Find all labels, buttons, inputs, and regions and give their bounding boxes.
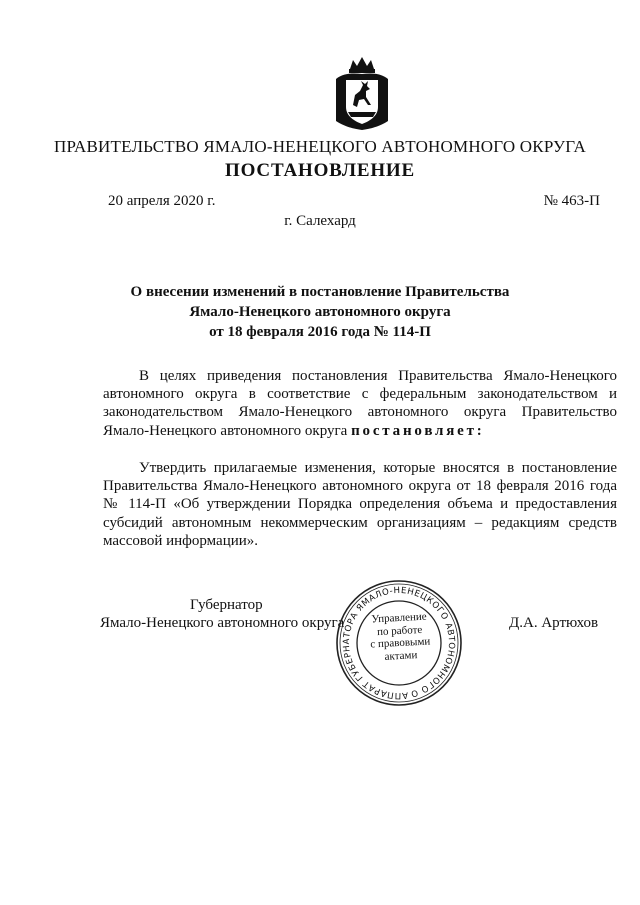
subject-line-2: Ямало-Ненецкого автономного округа	[189, 304, 451, 320]
seal-inner-line-2: по работе	[376, 623, 423, 638]
body-paragraph-2-text: Утвердить прилагаемые изменения, которые вносятся в постановление Правительства Ямало-Ненецкого автономного округа от 18 февраля 2016 года № 114-П «Об утверждении Порядка определения объема и предоставления субсидий автономным некоммерческим организациям – редакциям средств массовой информации».	[103, 460, 617, 549]
document-type-title: ПОСТАНОВЛЕНИЕ	[225, 160, 415, 181]
document-subject	[60, 282, 580, 342]
signer-title-line-2: Ямало-Ненецкого автономного округа	[100, 615, 345, 631]
body-paragraph-2	[103, 459, 617, 550]
subject-line-1: О внесении изменений в постановление Правительства	[130, 284, 510, 300]
signer-name: Д.А. Артюхов	[509, 615, 599, 631]
subject-line-3: от 18 февраля 2016 года № 114-П	[209, 324, 431, 340]
resolution-keyword: постановляет:	[351, 422, 485, 439]
seal-inner-line-1: Управление	[371, 610, 427, 626]
body-paragraph-1-text: В целях приведения постановления Правительства Ямало-Ненецкого автономного округа в соответствие с федеральным законодательством и законодательством Ямало-Ненецкого автономного округа Правительство Ямало-Ненецкого автономного округа	[103, 368, 617, 439]
body-paragraph-1	[103, 367, 617, 440]
document-number: № 463-П	[543, 193, 600, 209]
svg-text:АППАРАТ ГУБЕРНАТОРА ЯМАЛО-НЕНЕ: АППАРАТ ГУБЕРНАТОРА ЯМАЛО-НЕНЕЦКОГО АВТОНОМНОГО ОКРУГА	[341, 585, 457, 701]
document-city: г. Салехард	[284, 213, 356, 229]
seal-inner-text	[359, 610, 442, 664]
coat-of-arms-icon	[333, 55, 391, 131]
seal-inner-line-4: актами	[384, 648, 418, 663]
document-date: 20 апреля 2020 г.	[108, 193, 216, 209]
seal-inner-line-3: с правовыми	[370, 635, 431, 651]
organization-title: ПРАВИТЕЛЬСТВО ЯМАЛО-НЕНЕЦКОГО АВТОНОМНОГО ОКРУГА	[54, 137, 586, 156]
signer-title-line-1: Губернатор	[190, 597, 263, 613]
